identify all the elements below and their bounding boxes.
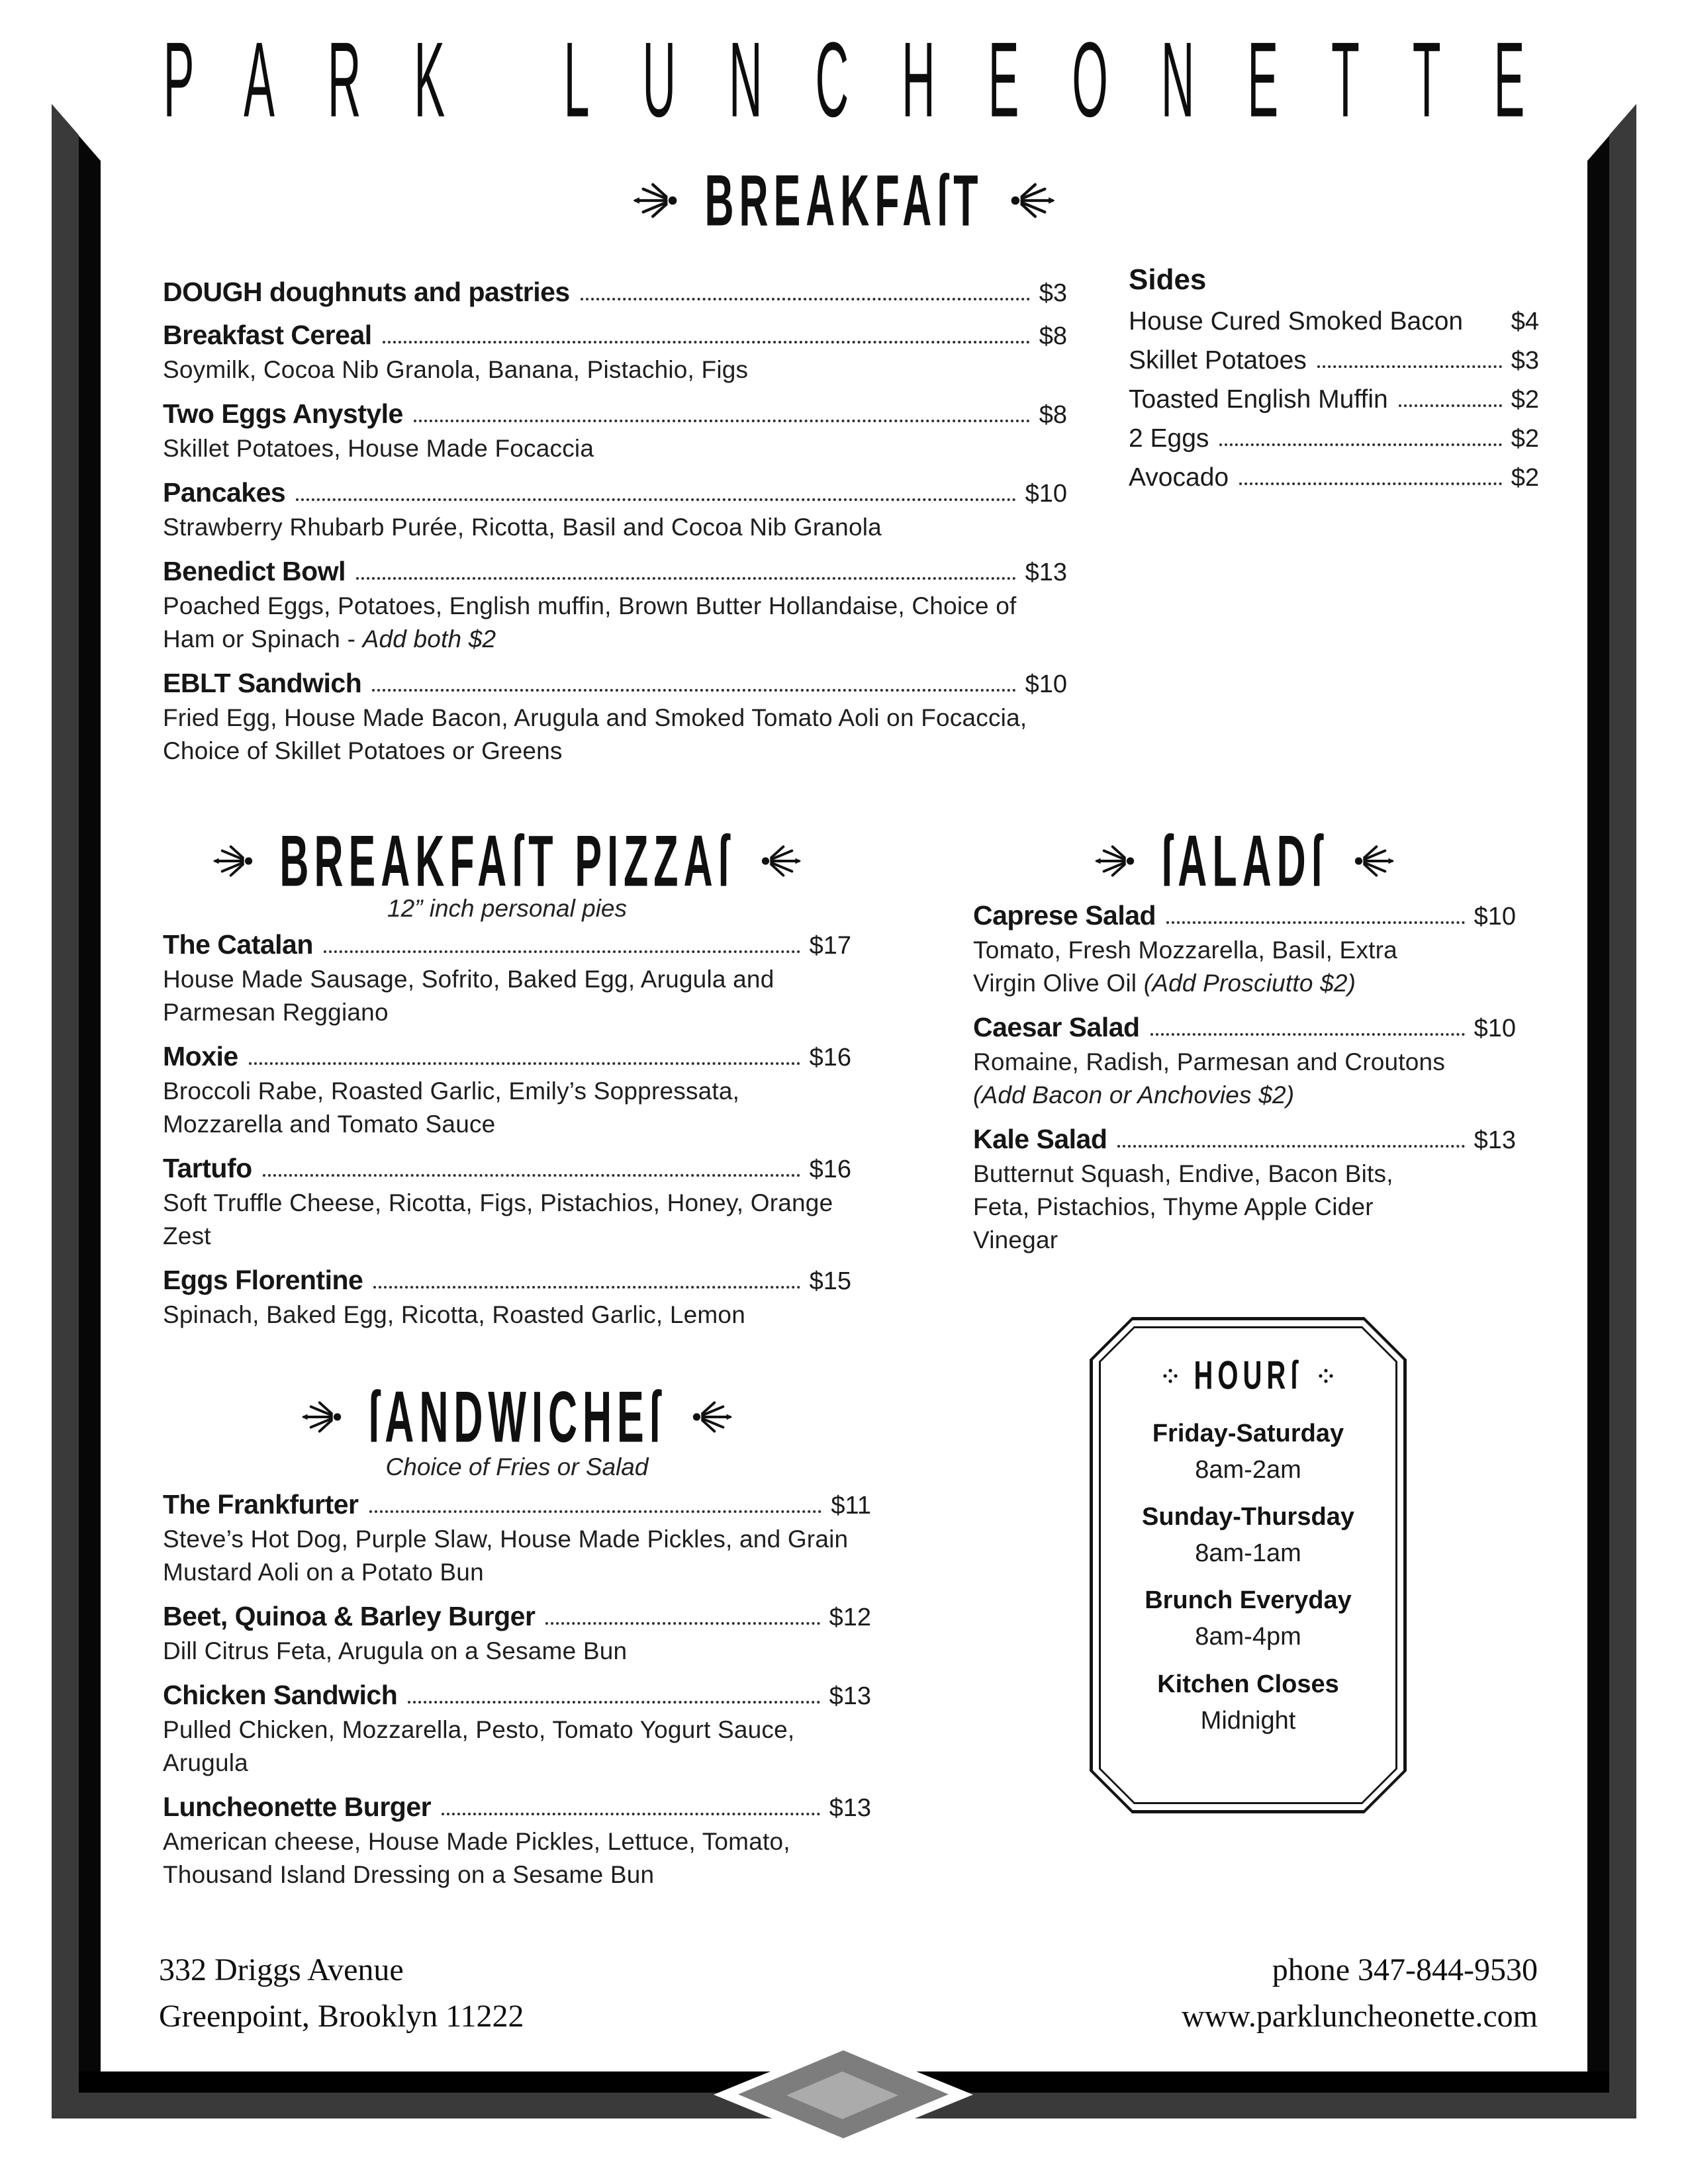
- menu-item: [973, 1012, 1516, 1112]
- dot-leader: [545, 1622, 820, 1625]
- menu-item: [163, 929, 851, 1029]
- menu-item: [163, 477, 1067, 544]
- menu-item: [163, 320, 1067, 387]
- deco-arrow-icon: [1092, 844, 1139, 878]
- frame-left-inner-band: [79, 136, 101, 2093]
- item-name: Eggs Florentine: [163, 1264, 363, 1295]
- deco-arrow-icon: [757, 844, 804, 878]
- item-name: Beet, Quinoa & Barley Burger: [163, 1600, 536, 1631]
- item-price: $13: [1025, 558, 1067, 586]
- hours-time: 8am-1am: [1195, 1539, 1301, 1568]
- footer-phone: phone 347-844-9530: [1272, 1952, 1538, 1987]
- item-name: The Frankfurter: [163, 1489, 359, 1520]
- deco-arrow-icon: [211, 844, 257, 878]
- dot-leader: [1150, 1033, 1465, 1036]
- hours-time: 8am-4pm: [1195, 1623, 1301, 1651]
- sides-section: [1129, 263, 1539, 502]
- item-price: $8: [1039, 322, 1067, 350]
- dot-leader: [249, 1062, 800, 1065]
- item-description: Fried Egg, House Made Bacon, Arugula and Smoked Tomato Aoli on Focaccia, Choice of Skillet Potatoes or Greens: [163, 704, 1027, 764]
- item-price: $4: [1511, 308, 1539, 336]
- item-price: $2: [1511, 386, 1539, 414]
- menu-item: [163, 1680, 871, 1780]
- deco-arrow-icon: [299, 1400, 346, 1434]
- menu-item: [973, 1124, 1516, 1257]
- dot-leader: [356, 577, 1016, 580]
- item-name: Benedict Bowl: [163, 555, 346, 586]
- dot-leader: [1219, 443, 1501, 446]
- item-description: Romaine, Radish, Parmesan and Croutons (Add Bacon or Anchovies $2): [973, 1048, 1446, 1109]
- item-price: $11: [831, 1492, 871, 1520]
- item-description: Strawberry Rhubarb Purée, Ricotta, Basil and Cocoa Nib Granola: [163, 513, 882, 541]
- address-line1: 332 Driggs Avenue: [159, 1952, 404, 1987]
- dot-leader: [324, 950, 800, 953]
- sandwiches-section-header: [163, 1375, 871, 1457]
- menu-item: [163, 1601, 871, 1668]
- item-price: $15: [809, 1267, 851, 1295]
- item-name: Skillet Potatoes: [1129, 346, 1307, 375]
- menu-item: [163, 1792, 871, 1891]
- dot-leader: [414, 420, 1030, 422]
- restaurant-title: [0, 20, 1688, 140]
- item-price: $16: [809, 1155, 851, 1183]
- dot-leader: [383, 341, 1030, 343]
- item-name: Two Eggs Anystyle: [163, 398, 403, 429]
- hours-time: Midnight: [1200, 1706, 1296, 1735]
- dot-leader: [1117, 1145, 1464, 1148]
- item-price: $2: [1511, 464, 1539, 492]
- frame-right-inner-band: [1587, 136, 1609, 2093]
- menu-item: [1129, 385, 1539, 414]
- sandwiches-subtitle: Choice of Fries or Salad: [385, 1453, 649, 1480]
- item-description: Pulled Chicken, Mozzarella, Pesto, Tomato Yogurt Sauce, Arugula: [163, 1715, 795, 1776]
- menu-item: [163, 1265, 851, 1332]
- item-description: Steve’s Hot Dog, Purple Slaw, House Made Pickles, and Grain Mustard Aoli on a Potato Bun: [163, 1525, 849, 1586]
- dot-leader: [1399, 404, 1502, 407]
- item-name: House Cured Smoked Bacon: [1129, 307, 1464, 336]
- item-name: Kale Salad: [973, 1123, 1107, 1154]
- salads-section: [973, 900, 1516, 1269]
- item-price: $13: [1474, 1126, 1516, 1154]
- item-description: Spinach, Baked Egg, Ricotta, Roasted Garlic, Lemon: [163, 1300, 745, 1328]
- hours-time: 8am-2am: [1195, 1456, 1301, 1484]
- hours-entry: [1101, 1499, 1395, 1572]
- dot-leader: [373, 1286, 800, 1289]
- menu-item: [973, 900, 1516, 1000]
- menu-item: [1129, 346, 1539, 375]
- dot-leader: [372, 689, 1015, 692]
- item-description: Butternut Squash, Endive, Bacon Bits, Feta, Pistachios, Thyme Apple Cider Vinegar: [973, 1160, 1393, 1253]
- item-description: American cheese, House Made Pickles, Lettuce, Tomato, Thousand Island Dressing on a Sesame Bun: [163, 1827, 790, 1888]
- pizzas-section-header: [163, 819, 851, 901]
- breakfast-section: [163, 277, 1067, 780]
- item-name: Moxie: [163, 1040, 238, 1071]
- pizzas-title: BREAKFAſT PIZZAſ: [279, 819, 735, 901]
- hours-days: Sunday-Thursday: [1142, 1503, 1354, 1531]
- item-price: $13: [829, 1794, 871, 1822]
- deco-arrow-icon: [688, 1400, 735, 1434]
- footer-website: www.parkluncheonette.com: [1181, 1998, 1538, 2034]
- item-name: Luncheonette Burger: [163, 1791, 432, 1822]
- menu-item: [163, 277, 1067, 308]
- item-price: $10: [1025, 670, 1067, 698]
- breakfast-section-header: [0, 159, 1688, 241]
- hours-days: Kitchen Closes: [1157, 1670, 1339, 1698]
- hours-box: [1090, 1317, 1407, 1813]
- item-price: $10: [1474, 1014, 1516, 1042]
- item-description: Broccoli Rabe, Roasted Garlic, Emily’s Soppressata, Mozzarella and Tomato Sauce: [163, 1077, 740, 1138]
- hours-days: Brunch Everyday: [1145, 1586, 1352, 1615]
- menu-item: [163, 1153, 851, 1253]
- deco-arrow-icon: [1006, 181, 1058, 220]
- item-price: $10: [1025, 479, 1067, 508]
- footer-address: [159, 1947, 524, 2039]
- item-price: $10: [1474, 903, 1516, 931]
- dot-leader: [408, 1701, 820, 1704]
- hours-days: Friday-Saturday: [1152, 1420, 1344, 1447]
- deco-arrow-icon: [1350, 844, 1397, 878]
- sandwiches-title: ſANDWICHEſ: [368, 1375, 666, 1457]
- item-price: $3: [1511, 347, 1539, 375]
- dot-leader: [296, 498, 1015, 501]
- dot-leader: [442, 1813, 820, 1815]
- address-line2: Greenpoint, Brooklyn 11222: [159, 1998, 524, 2034]
- item-name: Caesar Salad: [973, 1011, 1140, 1042]
- item-name: Tartufo: [163, 1152, 252, 1183]
- menu-item: [163, 398, 1067, 465]
- menu-item: [163, 1041, 851, 1141]
- item-name: Pancakes: [163, 477, 286, 508]
- item-name: Chicken Sandwich: [163, 1679, 398, 1710]
- pizzas-subtitle: 12” inch personal pies: [387, 895, 627, 922]
- item-description: Tomato, Fresh Mozzarella, Basil, Extra Virgin Olive Oil (Add Prosciutto $2): [973, 936, 1397, 997]
- menu-item: [163, 1489, 871, 1589]
- menu-item: [1129, 424, 1539, 453]
- frame-left-outer-band: [52, 104, 79, 2118]
- item-name: The Catalan: [163, 929, 313, 960]
- item-price: $12: [829, 1603, 871, 1631]
- salads-section-header: [973, 819, 1516, 901]
- hours-entry: [1101, 1666, 1395, 1739]
- item-description: Poached Eggs, Potatoes, English muffin, Brown Butter Hollandaise, Choice of Ham or Spinach - Add both $2: [163, 592, 1017, 653]
- item-description: House Made Sausage, Sofrito, Baked Egg, Arugula and Parmesan Reggiano: [163, 966, 774, 1026]
- item-name: Toasted English Muffin: [1129, 385, 1388, 414]
- menu-item: [1129, 307, 1539, 336]
- item-name: 2 Eggs: [1129, 424, 1209, 453]
- dot-leader: [369, 1510, 822, 1513]
- item-name: Avocado: [1129, 463, 1229, 492]
- item-price: $17: [809, 932, 851, 960]
- item-name: EBLT Sandwich: [163, 667, 362, 698]
- item-name: DOUGH doughnuts and pastries: [163, 277, 570, 307]
- hours-title: HOURſ: [1194, 1354, 1303, 1398]
- frame-right-outer-band: [1609, 104, 1636, 2118]
- item-price: $13: [829, 1682, 871, 1710]
- dot-leader: [1239, 482, 1502, 485]
- salads-title: ſALADſ: [1161, 819, 1328, 901]
- menu-item: [163, 556, 1067, 656]
- dot-leader: [581, 298, 1030, 300]
- item-price: $16: [809, 1043, 851, 1071]
- item-description: Skillet Potatoes, House Made Focaccia: [163, 434, 594, 462]
- four-dot-icon: [1162, 1368, 1178, 1384]
- four-dot-icon: [1318, 1368, 1334, 1384]
- hours-entry: [1101, 1416, 1395, 1488]
- dot-leader: [263, 1174, 800, 1177]
- item-name: Breakfast Cereal: [163, 320, 372, 350]
- deco-arrow-icon: [630, 181, 682, 220]
- breakfast-title: BREAKFAſT: [704, 159, 984, 241]
- item-description: Soymilk, Cocoa Nib Granola, Banana, Pistachio, Figs: [163, 356, 749, 383]
- pizzas-section: [163, 929, 851, 1343]
- menu-item: [163, 668, 1067, 768]
- item-price: $3: [1039, 279, 1067, 307]
- sandwiches-section: [163, 1489, 871, 1903]
- restaurant-name: PARK LUNCHEONETTE: [163, 20, 1578, 140]
- menu-item: [1129, 463, 1539, 492]
- item-name: Caprese Salad: [973, 900, 1156, 931]
- item-price: $2: [1511, 425, 1539, 453]
- hours-entry: [1101, 1582, 1395, 1655]
- dot-leader: [1166, 921, 1464, 924]
- sides-title: Sides: [1129, 263, 1207, 296]
- item-price: $8: [1039, 400, 1067, 429]
- footer-contact: [1182, 1947, 1538, 2039]
- item-description: Soft Truffle Cheese, Ricotta, Figs, Pistachios, Honey, Orange Zest: [163, 1189, 833, 1250]
- dot-leader: [1317, 365, 1502, 368]
- item-description: Dill Citrus Feta, Arugula on a Sesame Bun: [163, 1637, 628, 1664]
